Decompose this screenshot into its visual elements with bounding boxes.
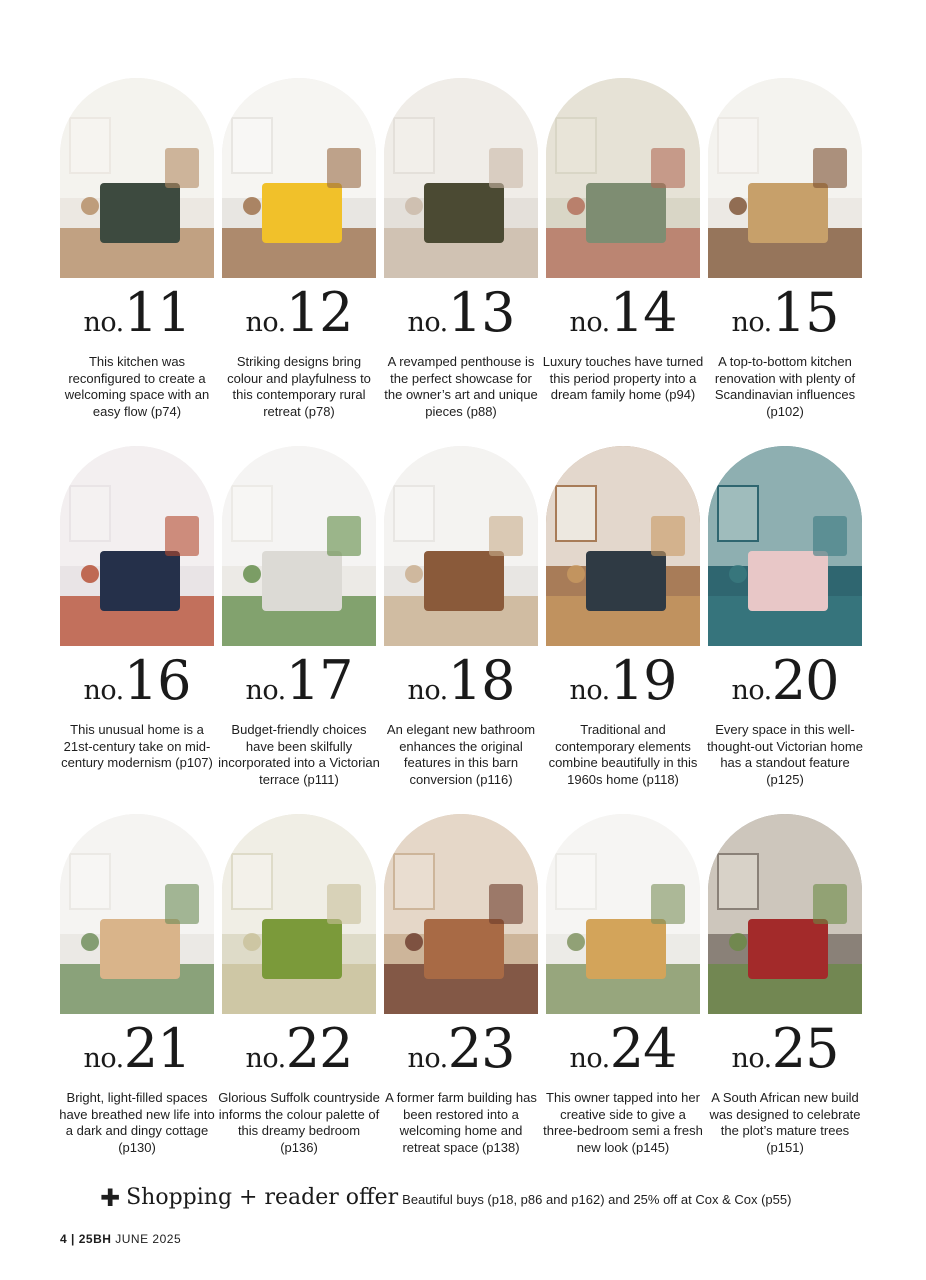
shopping-line [100, 1184, 890, 1212]
feature-card [60, 78, 214, 426]
feature-caption: An elegant new bathroom enhances the original features in this barn conversion (p116) [386, 722, 536, 787]
feature-card [384, 446, 538, 794]
feature-photo [546, 78, 700, 278]
number-prefix: no. [245, 307, 286, 338]
feature-number [222, 649, 376, 712]
feature-number [384, 1017, 538, 1080]
feature-photo [60, 446, 214, 646]
feature-number [60, 649, 214, 712]
feature-card [60, 814, 214, 1162]
number-digits: 20 [771, 649, 839, 712]
plus-icon: ✚ [100, 1184, 121, 1212]
feature-caption: Luxury touches have turned this period property into a dream family home (p94) [542, 354, 704, 402]
feature-number [222, 1017, 376, 1080]
feature-caption: Bright, light-filled spaces have breathed new life into a dark and dingy cottage (p130) [59, 1090, 215, 1155]
number-prefix: no. [569, 675, 610, 706]
feature-photo [546, 814, 700, 1014]
feature-photo [546, 446, 700, 646]
feature-caption: Budget-friendly choices have been skilfully incorporated into a Victorian terrace (p111) [218, 722, 380, 787]
feature-card [384, 78, 538, 426]
number-digits: 17 [285, 649, 353, 712]
number-digits: 15 [771, 281, 839, 344]
number-prefix: no. [83, 675, 124, 706]
feature-card [222, 78, 376, 426]
folio-separator: | [71, 1232, 75, 1246]
feature-photo [708, 78, 862, 278]
page-folio [60, 1232, 181, 1246]
feature-card [708, 78, 862, 426]
number-prefix: no. [407, 307, 448, 338]
feature-caption: A former farm building has been restored into a welcoming home and retreat space (p138) [385, 1090, 537, 1155]
number-digits: 13 [447, 281, 515, 344]
feature-number [708, 1017, 862, 1080]
feature-number [546, 281, 700, 344]
feature-photo [60, 78, 214, 278]
number-prefix: no. [83, 307, 124, 338]
feature-caption: This owner tapped into her creative side to give a three-bedroom semi a fresh new look (p145) [543, 1090, 703, 1155]
number-prefix: no. [407, 675, 448, 706]
feature-card [543, 814, 703, 1162]
number-prefix: no. [731, 307, 772, 338]
feature-photo [222, 446, 376, 646]
feature-card [218, 446, 380, 794]
issue-date: JUNE 2025 [115, 1232, 182, 1246]
feature-caption: Traditional and contemporary elements combine beautifully in this 1960s home (p118) [548, 722, 698, 787]
feature-number [384, 649, 538, 712]
feature-caption: A revamped penthouse is the perfect showcase for the owner’s art and unique pieces (p88) [384, 354, 538, 419]
number-digits: 21 [123, 1017, 191, 1080]
number-prefix: no. [245, 675, 286, 706]
number-digits: 23 [447, 1017, 515, 1080]
feature-caption: A South African new build was designed to celebrate the plot’s mature trees (p151) [709, 1090, 861, 1155]
feature-card [218, 814, 380, 1162]
feature-number [384, 281, 538, 344]
feature-card [542, 78, 704, 426]
number-prefix: no. [407, 1043, 448, 1074]
number-digits: 16 [123, 649, 191, 712]
feature-number [546, 649, 700, 712]
shopping-detail: Beautiful buys (p18, p86 and p162) and 25% off at Cox & Cox (p55) [402, 1192, 792, 1207]
feature-number [546, 1017, 700, 1080]
feature-card [546, 446, 700, 794]
feature-caption: Striking designs bring colour and playfulness to this contemporary rural retreat (p78) [227, 354, 371, 419]
feature-card [708, 446, 862, 794]
number-digits: 25 [771, 1017, 839, 1080]
feature-card [384, 814, 538, 1162]
feature-caption: A top-to-bottom kitchen renovation with plenty of Scandinavian influences (p102) [714, 354, 856, 419]
number-digits: 19 [609, 649, 677, 712]
number-prefix: no. [83, 1043, 124, 1074]
feature-photo [384, 446, 538, 646]
number-prefix: no. [731, 675, 772, 706]
feature-photo [222, 814, 376, 1014]
feature-photo [384, 78, 538, 278]
number-prefix: no. [731, 1043, 772, 1074]
magazine-name: 25BH [78, 1232, 112, 1246]
feature-photo [384, 814, 538, 1014]
feature-number [60, 1017, 214, 1080]
feature-photo [60, 814, 214, 1014]
number-prefix: no. [569, 1043, 610, 1074]
number-digits: 22 [285, 1017, 353, 1080]
feature-number [60, 281, 214, 344]
feature-caption: This kitchen was reconfigured to create a welcoming space with an easy flow (p74) [64, 354, 210, 419]
number-digits: 18 [447, 649, 515, 712]
shopping-heading: Shopping + reader offer [126, 1185, 399, 1210]
number-digits: 14 [609, 281, 677, 344]
feature-number [222, 281, 376, 344]
features-grid [60, 78, 862, 1162]
feature-caption: Glorious Suffolk countryside informs the colour palette of this dreamy bedroom (p136) [218, 1090, 380, 1155]
feature-photo [708, 446, 862, 646]
number-digits: 12 [285, 281, 353, 344]
feature-card [708, 814, 862, 1162]
number-digits: 24 [609, 1017, 677, 1080]
number-prefix: no. [569, 307, 610, 338]
feature-card [60, 446, 214, 794]
number-prefix: no. [245, 1043, 286, 1074]
feature-number [708, 649, 862, 712]
feature-caption: Every space in this well-thought-out Victorian home has a standout feature (p125) [707, 722, 863, 787]
feature-caption: This unusual home is a 21st-century take on mid-century modernism (p107) [61, 722, 213, 770]
page-number: 4 [60, 1232, 68, 1246]
feature-number [708, 281, 862, 344]
feature-photo [222, 78, 376, 278]
number-digits: 11 [123, 281, 191, 344]
feature-photo [708, 814, 862, 1014]
